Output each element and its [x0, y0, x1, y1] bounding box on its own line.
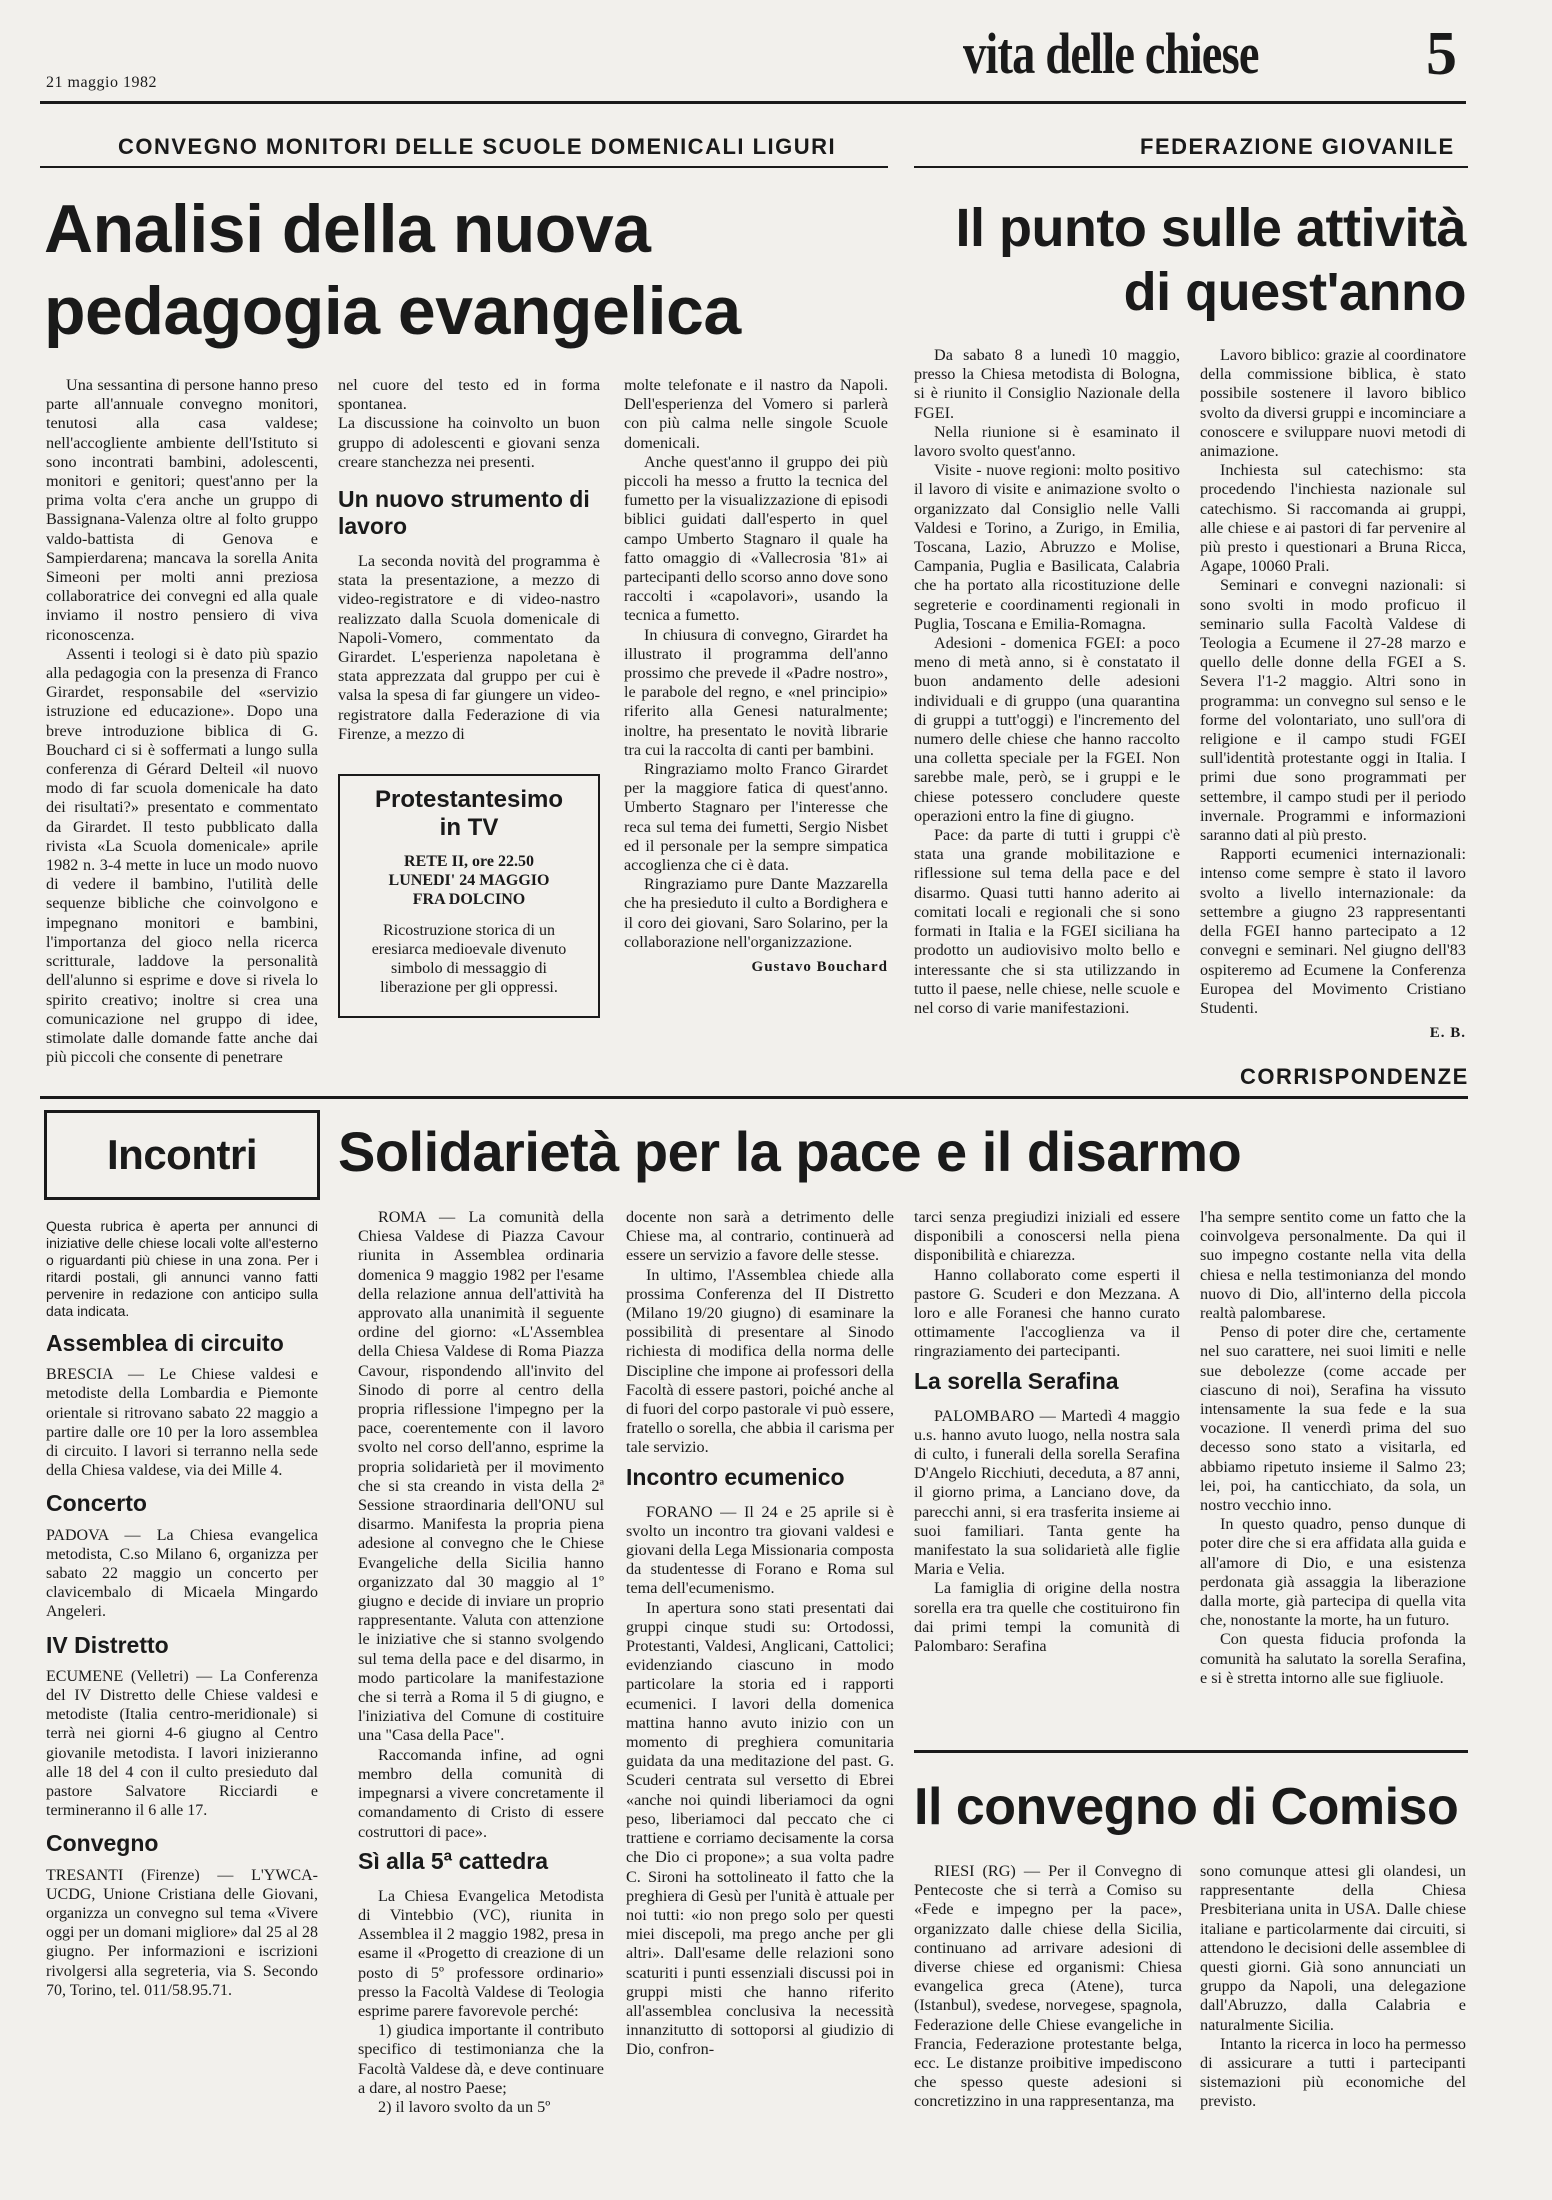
brief-heading: IV Distretto [46, 1631, 169, 1658]
headline-line: di quest'anno [1123, 262, 1466, 322]
incontri-column [46, 1218, 318, 2000]
article-column [358, 1208, 604, 2117]
paragraph: La Chiesa Evangelica Metodista di Vintebbio (VC), riunita in Assemblea il 2 maggio 1982, presa in esame il «Progetto di creazione di un posto di 5º professore ordinario» presso la Facoltà Valdese di Teologia esprime parere favorevole perché: [358, 1886, 604, 2020]
article-column [914, 1208, 1180, 1656]
paragraph: Intanto la ricerca in loco ha permesso di assicurare a tutti i partecipanti sistemazioni più economiche del previsto. [1200, 2034, 1466, 2111]
subheading: Sì alla 5ª cattedra [358, 1847, 549, 1874]
paragraph: Anche quest'anno il gruppo dei più piccoli ha messo a frutto la tecnica del fumetto per la visualizzazione di episodi biblici guidati dall'esperto in quel campo Umberto Stagnaro il quale ha fatto omaggio di «Vallecrosia '81» ai partecipanti dello scorso anno dove sono raccolti i «capolavori», usando la tecnica a fumetto. [624, 452, 888, 625]
paragraph: Da sabato 8 a lunedì 10 maggio, presso la Chiesa metodista di Bologna, si è riunito il Consiglio Nazionale della FGEI. [914, 346, 1180, 422]
article-headline: Solidarietà per la pace e il disarmo [338, 1120, 1242, 1183]
kicker-rule [40, 166, 888, 168]
paragraph: La discussione ha coinvolto un buon gruppo di adolescenti e giovani senza creare stanchezza nei presenti. [338, 414, 600, 471]
brief-heading: Assemblea di circuito [46, 1330, 284, 1356]
subheading: Un nuovo strumento di lavoro [338, 486, 590, 540]
brief-heading: Convegno [46, 1830, 159, 1857]
brief-text: BRESCIA — Le Chiese valdesi e metodiste della Lombardia e Piemonte orientale si ritrovano sabato 22 maggio a partire dalle ore 10 per la loro assemblea di circuito. I lavori si terranno nella sede della Chiesa valdese, via dei Mille 4. [46, 1366, 318, 1480]
section-kicker: CORRISPONDENZE [1240, 1064, 1469, 1089]
paragraph: Ringraziamo pure Dante Mazzarella che ha presieduto il culto a Bordighera e il coro dei giovani, Saro Solarino, per la collaborazione nell'organizzazione. [624, 875, 888, 951]
article-column [626, 1208, 894, 2060]
tv-description: Ricostruzione storica di un eresiarca medioevale divenuto simbolo di messaggio di liberazione per gli oppressi. [371, 922, 567, 996]
paragraph: Lavoro biblico: grazie al coordinatore della commissione biblica, è stato possibile sostenere il lavoro biblico svolto da diversi gruppi e incominciare a conoscere e sviluppare nuovi metodi di animazione. [1200, 346, 1466, 461]
subheading: Incontro ecumenico [626, 1463, 845, 1490]
paragraph: Nella riunione si è esaminato il lavoro svolto quest'anno. [914, 422, 1180, 461]
article-signature: Gustavo Bouchard [751, 959, 888, 976]
paragraph: Ringraziamo molto Franco Girardet per la maggiore fatica di quest'anno. Umberto Stagnaro per l'interesse che reca sul tema dei fumetti, Sergio Nisbet ed il personale per la sempre simpatica accoglienza che ci è data. [624, 760, 888, 875]
paragraph: PALOMBARO — Martedì 4 maggio u.s. hanno avuto luogo, nella nostra sala di culto, i funerali della sorella Serafina D'Angelo Ricchiuti, deceduta, a 87 anni, il giorno prima, a Lanciano dove, da parecchi anni, si era trasferita insieme ai suoi familiari. Tanta gente ha manifestato la sua solidarietà alle figlie Maria e Velia. [914, 1406, 1180, 1579]
paragraph: docente non sarà a detrimento delle Chiese ma, al contrario, continuerà ad essere un servizio a favore delle stesse. [626, 1208, 894, 1265]
paragraph: In chiusura di convegno, Girardet ha illustrato il programma dell'anno prossimo che prevede il «Padre nostro», le parabole del regno, e «nel principio» riferito alla Genesi naturalmente; inoltre, ha presentato le novità librarie tra cui la raccolta di canti per bambini. [624, 625, 888, 759]
paragraph: molte telefonate e il nastro da Napoli. Dell'esperienza del Vomero si parlerà con più calma nelle singole Scuole domenicali. [624, 376, 888, 452]
article-headline: Il convegno di Comiso [914, 1778, 1459, 1836]
tv-title-line: Protestantesimo [374, 786, 564, 813]
paragraph: Una sessantina di persone hanno preso parte all'annuale convegno monitori, tenutosi alla casa valdese; nell'accogliente ambiente dell'Istituto si sono incontrati bambini, adolescenti, monitori e genitori; quest'anno per la prima volta c'era anche un gruppo di Bassignana-Valenza oltre al folto gruppo valdo-battista di Genova e Sampierdarena; mancava la sorella Anita Simeoni per molti anni preziosa collaboratrice dei convegni ed alla quale inviamo il nostro pensiero di viva riconoscenza. [46, 376, 318, 644]
section-rule [914, 1750, 1468, 1753]
brief-text: TRESANTI (Firenze) — L'YWCA-UCDG, Unione Cristiana delle Giovani, organizza un convegno sul tema «Vivere oggi per un domani migliore» dal 25 al 28 giugno. Per informazioni e iscrizioni rivolgersi alla segreteria, via S. Secondo 70, Torino, tel. 011/58.95.71. [46, 1866, 318, 1999]
headline-line: Il punto sulle attività [955, 198, 1466, 258]
article-column [914, 346, 1180, 1018]
paragraph: In apertura sono stati presentati dai gruppi cinque studi su: Ortodossi, Protestanti, Valdesi, Anglicani, Cattolici; evidenziando ciascuno in modo particolare la storia ed i rapporti ecumenici. I lavori della domenica mattina hanno avuto inizio con un momento di preghiera comunitaria guidata da una meditazione del past. G. Scuderi centrata sul versetto di Ebrei «anche noi quindi liberiamoci da ogni peso, liberiamoci dal peccato che ci trattiene e corriamo decisamente la corsa che Dio ci propone»; a sua volta padre C. Sironi ha sottolineato il fatto che la preghiera di Gesù per l'unità è attuale per noi tutti: «io non prego solo per questi miei discepoli, ma prego anche per gli altri». Dall'esame delle relazioni sono scaturiti i punti essenziali discussi poi in gruppi misti che hanno riferito all'assemblea conclusiva la necessità innanzitutto di sottoporsi al giudizio di Dio, confron- [626, 1598, 894, 2059]
paragraph: Con questa fiducia profonda la comunità ha salutato la sorella Serafina, e si è stretta intorno alle sue figliuole. [1200, 1630, 1466, 1687]
subheading: La sorella Serafina [914, 1367, 1119, 1394]
paragraph: La famiglia di origine della nostra sorella era tra quelle che costituirono fin dai primi tempi la comunità di Palombaro: Serafina [914, 1579, 1180, 1656]
paragraph: Rapporti ecumenici internazionali: intenso come sempre è stato il lavoro svolto a livello internazionale: da settembre a giugno 23 rappresentanti della FGEI hanno partecipato a 12 convegni e seminari. Nel giugno dell'83 ospiteremo ad Ecumene la Conferenza Europea del Movimento Cristiano Studenti. [1200, 845, 1466, 1017]
section-title: vita delle chiese [963, 21, 1259, 86]
incontri-box [44, 1110, 320, 1200]
issue-date: 21 maggio 1982 [46, 74, 157, 91]
brief-heading: Concerto [46, 1490, 147, 1517]
article-column [1200, 1862, 1466, 2112]
section-rule [40, 1096, 1468, 1099]
headline-line: Analisi della nuova [44, 191, 651, 267]
article-kicker: CONVEGNO MONITORI DELLE SCUOLE DOMENICALI LIGURI [118, 134, 837, 159]
paragraph: In questo quadro, penso dunque di poter dire che si era affidata alla guida e all'amore di Dio, e una esistenza perdonata già assaggia la liberazione dalla morte, già partecipa di quella vita che, nonostante la morte, ha un futuro. [1200, 1515, 1466, 1630]
paragraph: RIESI (RG) — Per il Convegno di Pentecoste che si terrà a Comiso su «Fede e impegno per la pace», organizzato dalle chiese della Sicilia, continuano ad arrivare adesioni di diverse chiese ed organismi: Chiesa evangelica greca (Atene), turca (Istanbul), svedese, norvegese, spagnola, Federazione delle Chiese evangeliche in Francia, Federazione protestante belga, ecc. Le distanze proibitive impediscono che spesso queste adesioni si concretizzino in una rappresentanza, ma [914, 1862, 1182, 2111]
page-number: 5 [1426, 20, 1457, 88]
paragraph: Pace: da parte di tutti i gruppi c'è stata una grande mobilitazione e riflessione sul tema della pace e del disarmo. Quasi tutti hanno aderito ai comitati locali e regionali che si sono formati in Italia e la FGEI siciliana ha prodotto un audiovisivo molto bello e interessante che si sta utilizzando in tutto il paese, nelle chiese, nelle scuole e nel corso di varie manifestazioni. [914, 826, 1180, 1017]
paragraph: Inchiesta sul catechismo: sta procedendo l'inchiesta nazionale sul catechismo. Si raccomanda ai gruppi, alle chiese e ai pastori di far pervenire al più presto i questionari a Bruna Ricca, Agape, 10060 Prali. [1200, 461, 1466, 576]
paragraph: nel cuore del testo ed in forma spontanea. [338, 376, 600, 414]
paragraph: Assenti i teologi si è dato più spazio alla pedagogia con la presenza di Franco Girardet, responsabile del «servizio istruzione ed educazione». Dopo una breve introduzione biblica di G. Bouchard ci si è soffermati a lungo sulla conferenza di Gérard Delteil «il nuovo modo di far scuola domenicale ha dato dei risultati?» presentato e commentato da Girardet. Il testo pubblicato dalla rivista «La Scuola domenicale» aprile 1982 n. 3-4 mette in luce un modo nuovo di vedere il bambino, l'utilità delle sequenze bibliche che coinvolgono e impegnano monitori e bambini, l'importanza del gioco nella ricerca scritturale, laddove la personalità dell'alunno si esprime e dove si rivela lo spirito creativo; inoltre si crea una comunicazione nel gruppo di idee, stimolate dalle domande fatte anche dai più piccoli che consente di penetrare [46, 644, 318, 1067]
paragraph: 1) giudica importante il contributo specifico di testimonianza che la Facoltà Valdese dà, e deve continuare a dare, al nostro Paese; [358, 2021, 604, 2097]
article-column [914, 1862, 1182, 2112]
tv-box-title [340, 786, 598, 842]
paragraph: ROMA — La comunità della Chiesa Valdese di Piazza Cavour riunita in Assemblea ordinaria domenica 9 maggio 1982 per l'esame della relazione annua dell'attività ha approvato alla unanimità il seguente ordine del giorno: «L'Assemblea della Chiesa Valdese di Roma Piazza Cavour, rispondendo all'invito del Sinodo di porre al centro della propria riflessione l'impegno per la pace, coerentemente con il lavoro svolto nel corso dell'anno, esprime la propria solidarietà per il movimento che si sta creando in vista della 2ª Sessione straordinaria dell'ONU sul disarmo. Manifesta la propria piena adesione al convegno che le Chiese Evangeliche della Sicilia hanno organizzato dal 30 maggio al 1º giugno e decide di inviare un proprio rappresentante. Valuta con attenzione le iniziative che si stanno svolgendo sul tema della pace e del disarmo, in modo particolare la manifestazione che si terrà a Roma il 5 di giugno, e l'iniziativa del Comune di costituire una "Casa della Pace". [358, 1208, 604, 1745]
paragraph: Hanno collaborato come esperti il pastore G. Scuderi e don Mezzana. A loro e alle Foranesi che hanno curato ottimamente l'accoglienza va il ringraziamento dei partecipanti. [914, 1265, 1180, 1361]
paragraph: Penso di poter dire che, certamente nel suo carattere, nei suoi limiti e nelle sue debolezze (come accade per ciascuno di noi), Serafina ha vissuto intensamente la sua fede e la sua vocazione. Il venerdì prima del suo decesso sono stato a visitarla, ed abbiamo ripetuto insieme il Salmo 23; lei, poi, ha canticchiato, da sola, un nostro vecchio inno. [1200, 1323, 1466, 1515]
paragraph: La seconda novità del programma è stata la presentazione, a mezzo di video-registratore e di video-nastro realizzato dalla Scuola domenicale di Napoli-Vomero, commentato da Girardet. L'esperienza napoletana è stata apprezzata dal gruppo per cui è valsa la spesa di far giungere un video-registratore dalla Federazione di via Firenze, a mezzo di [338, 552, 600, 743]
kicker-rule [914, 166, 1468, 168]
article-column [338, 376, 600, 744]
brief-text: ECUMENE (Velletri) — La Conferenza del IV Distretto delle Chiese valdesi e metodiste (Italia centro-meridionale) si terrà nei giorni 4-6 giugno al Centro giovanile metodista. I lavori inizieranno alle 18 del 4 con il culto presieduto dal pastore Salvatore Ricciardi e termineranno il 6 alle 17. [46, 1667, 318, 1820]
tv-schedule [340, 852, 598, 909]
paragraph: Seminari e convegni nazionali: si sono svolti in modo proficuo il seminario sulla Facoltà Valdese di Teologia a Ecumene il 27-28 marzo e quello delle donne della FGEI a S. Severa l'1-2 maggio. Altri sono in programma: un convegno sul senso e le forme del volontariato, uno sull'ora di religione e il campo studi FGEI sull'identità protestante oggi in Italia. I primi due sono programmati per settembre, il campo studi per il periodo invernale. Programmi e informazioni saranno dati al più presto. [1200, 576, 1466, 845]
article-column [1200, 1208, 1466, 1688]
article-column [1200, 346, 1466, 1043]
paragraph: FORANO — Il 24 e 25 aprile si è svolto un incontro tra giovani valdesi e giovani della Lega Missionaria composta da studentesse di Forano e Roma sul tema dell'ecumenismo. [626, 1502, 894, 1598]
tv-box [338, 774, 600, 1018]
paragraph: Visite - nuove regioni: molto positivo il lavoro di visite e animazione svolto o organizzato dal Consiglio nelle Valli Valdesi e Torino, a Zurigo, in Emilia, Toscana, Lazio, Abruzzo e Molise, Campania, Puglia e Basilicata, Calabria che ha portato alla ricostituzione delle segreterie e coordinamenti regionali in Puglia, Toscana e Emilia-Romagna. [914, 461, 1180, 633]
article-headline [900, 196, 1466, 324]
paragraph: l'ha sempre sentito come un fatto che la coinvolgeva personalmente. Da qui il suo impegno costante nella vita della chiesa e nella testimonianza del mondo nuovo di Dio, all'interno della piccola realtà palombarese. [1200, 1208, 1466, 1323]
incontri-intro: Questa rubrica è aperta per annunci di iniziative delle chiese locali volte all'esterno o riguardanti più chiese in una zona. Per i ritardi postali, gli annunci vanno fatti pervenire in redazione con anticipo sulla data indicata. [46, 1218, 318, 1319]
paragraph: In ultimo, l'Assemblea chiede alla prossima Conferenza del II Distretto (Milano 19/20 giugno) di esaminare la possibilità di presentare al Sinodo richiesta di modifica della norma delle Discipline che impone ai professori della Facoltà di essere pastori, poiché anche al di fuori del corpo pastorale vi può essere, fratello o sorella, che abbia il carisma per tale servizio. [626, 1265, 894, 1457]
article-column [624, 376, 888, 977]
paragraph: Raccomanda infine, ad ogni membro della comunità di impegnarsi a vivere concretamente il comandamento di Cristo di essere costruttori di pace». [358, 1745, 604, 1841]
paragraph: tarci senza pregiudizi iniziali ed essere disponibili a conoscersi nella piena disponibilità e chiarezza. [914, 1208, 1180, 1265]
article-signature: E. B. [1429, 1025, 1466, 1042]
tv-line: FRA DOLCINO [412, 891, 526, 908]
tv-title-line: in TV [439, 814, 499, 841]
paragraph: 2) il lavoro svolto da un 5º [378, 2097, 551, 2116]
paragraph: sono comunque attesi gli olandesi, un rappresentante della Chiesa Presbiteriana unita in USA. Dalle chiese italiane e particolarmente dai circuiti, si attendono le decisioni delle assemblee di questi giorni. Già sono annunciati un gruppo da Napoli, una delegazione dall'Abruzzo, dalla Calabria e naturalmente Sicilia. [1200, 1862, 1466, 2034]
headline-line: pedagogia evangelica [44, 273, 741, 349]
brief-text: PADOVA — La Chiesa evangelica metodista, C.so Milano 6, organizza per sabato 22 maggio un concerto per clavicembalo di Micaela Mingardo Angeleri. [46, 1526, 318, 1621]
incontri-title: Incontri [107, 1131, 257, 1178]
tv-line: RETE II, ore 22.50 [404, 853, 534, 870]
paragraph: Adesioni - domenica FGEI: a poco meno di metà anno, si è constatato il buon andamento delle adesioni individuali e di gruppo (una quarantina di gruppi a tutt'oggi) e l'incremento del numero delle chiese che hanno raccolto una colletta speciale per la FGEI. Non sarebbe male, però, se i gruppi e le chiese potessero concludere queste operazioni entro la fine di giugno. [914, 634, 1180, 825]
tv-line: LUNEDI' 24 MAGGIO [388, 872, 550, 889]
masthead-rule [40, 101, 1466, 104]
article-headline [44, 188, 741, 352]
article-kicker: FEDERAZIONE GIOVANILE [1140, 134, 1455, 159]
article-column [46, 376, 318, 1067]
